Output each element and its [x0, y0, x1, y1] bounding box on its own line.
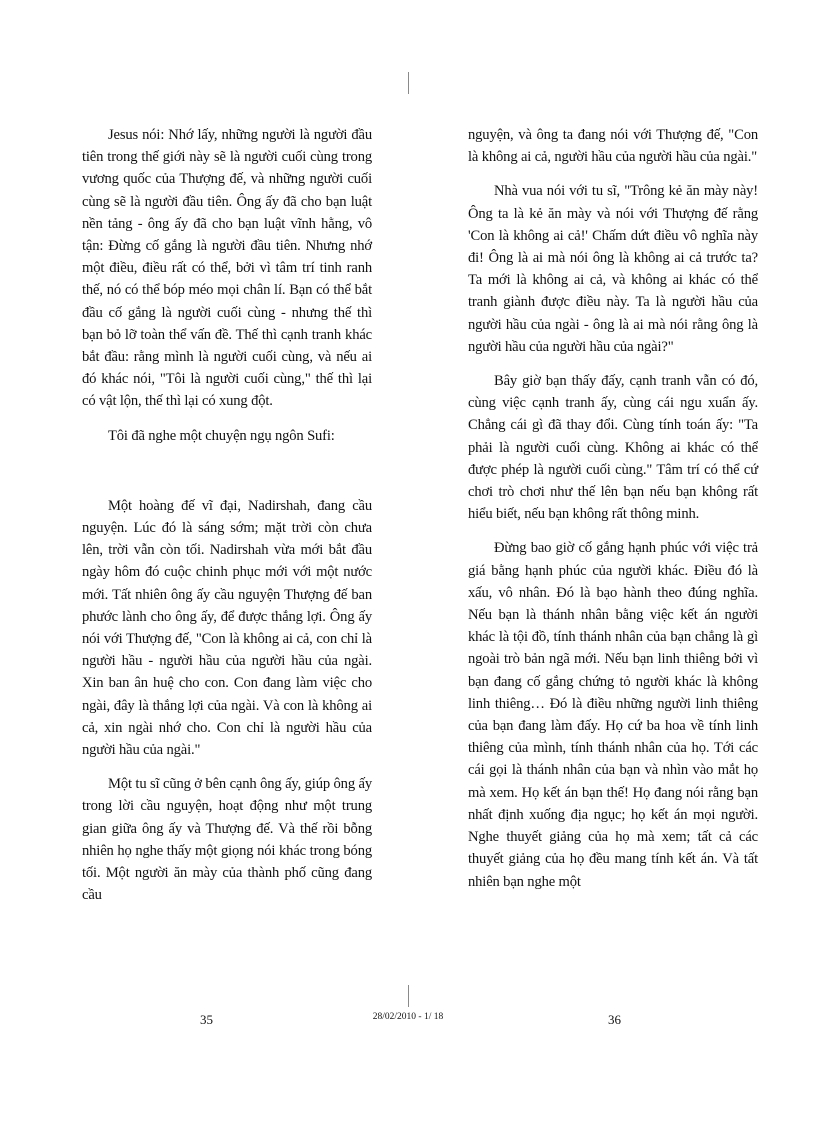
paragraph: nguyện, và ông ta đang nói với Thượng đế, "Con là không ai cả, người hầu của người hầu của ngài." [468, 127, 758, 166]
paragraph: Nhà vua nói với tu sĩ, "Trông kẻ ăn mày này! Ông ta là kẻ ăn mày và nói với Thượng đế rằng 'Con là không ai cả!' Chấm dứt điều vô nghĩa này đi! Ông là ai mà nói ông là không ai cả trước ta? Ta mới là không ai cả, và không ai khác có thể tranh giành được điều này. Ta là người hầu của người hầu của ngài - ông là ai mà nói rằng ông là người hầu của người hầu của ngài?" [468, 183, 758, 355]
paragraph: Một tu sĩ cũng ở bên cạnh ông ấy, giúp ông ấy trong lời cầu nguyện, hoạt động như một trung gian giữa ông ấy và Thượng đế. Và thế rồi bỗng nhiên họ nghe thấy một giọng nói khác trong bóng tối. Một người ăn mày của thành phố cũng đang cầu [82, 776, 372, 904]
paragraph: Tôi đã nghe một chuyện ngụ ngôn Sufi: [108, 427, 335, 444]
paragraph: Một hoàng đế vĩ đại, Nadirshah, đang cầu nguyện. Lúc đó là sáng sớm; mặt trời còn chưa lên, trời vẫn còn tối. Nadirshah vừa mới bắt đầu ngày hôm đó cuộc chinh phục mới với một nước mới. Tất nhiên ông ấy cầu nguyện Thượng đế ban phước lành cho ông ấy, để được thắng lợi. Ông ấy nói với Thượng đế, "Con là không ai cả, con chỉ là người hầu - người hầu của người hầu của ngài. Xin ban ân huệ cho con. Con đang làm việc cho ngài, đây là thắng lợi của ngài. Và con là không ai cả, xin ngài nhớ cho. Con chỉ là người hầu của người hầu của ngài." [82, 497, 372, 759]
left-page-number: 35 [200, 1012, 213, 1027]
bottom-divider [408, 985, 409, 1007]
paragraph: Jesus nói: Nhớ lấy, những người là người đầu tiên trong thế giới này sẽ là người cuối cùng trong vương quốc của Thượng đế, và những người cuối cùng sẽ là người đầu tiên. Ông ấy đã cho bạn luật nền tảng - ông ấy đã cho bạn luật vĩnh hằng, vô tận: Đừng cố gắng là người đầu tiên. Nhưng nhớ một điều, điều rất có thể, bởi vì tâm trí tinh ranh thế, nó có thể bóp méo mọi chân lí. Bạn có thể bắt đầu cố gắng là người cuối cùng - nhưng thế thì bạn bỏ lỡ toàn thể vấn đề. Thế thì cạnh tranh khác bắt đầu: rằng mình là người cuối cùng, và nếu ai đó khác nói, "Tôi là người cuối cùng," thế thì lại có vật lộn, thế thì lại có xung đột. [82, 127, 372, 410]
right-page-column [468, 124, 758, 905]
paragraph: Đừng bao giờ cố gắng hạnh phúc với việc trả giá bằng hạnh phúc của người khác. Điều đó là xấu, vô nhân. Đó là bạo hành theo đúng nghĩa. Nếu bạn là thánh nhân bằng việc kết án người khác là tội đồ, tính thánh nhân của bạn chẳng là gì ngoài trò bản ngã mới. Nếu bạn linh thiêng bởi vì bạn đang cố gắng chứng tỏ người khác là không linh thiêng… Đó là điều những người linh thiêng của bạn đang làm đấy. Họ cứ ba hoa về tính linh thiêng của mình, tính thánh nhân của họ. Tới các cái gọi là thánh nhân của bạn và nhìn vào mắt họ mà xem. Họ kết án bạn thế! Họ đang nói rằng bạn nhất định xuống địa ngục; họ kết án mọi người. Nghe thuyết giảng của họ mà xem; tất cả các thuyết giảng của họ đều mang tính kết án. Và tất nhiên bạn nghe một [468, 540, 758, 890]
right-page-number: 36 [608, 1012, 621, 1027]
paragraph: Bây giờ bạn thấy đấy, cạnh tranh vẫn có đó, cùng việc cạnh tranh ấy, cùng cái ngu xuẩn ấy. Chẳng cái gì đã thay đổi. Cùng tính toán ấy: "Ta phải là người cuối cùng. Không ai khác có thể được phép là người cuối cùng." Tâm trí có thể cứ chơi trò chơi như thế lên bạn nếu bạn không rất hiểu biết, nếu bạn không rất thông minh. [468, 373, 758, 523]
date-stamp: 28/02/2010 - 1/ 18 [372, 1012, 444, 1022]
blank-space [82, 459, 372, 495]
top-divider [408, 72, 409, 94]
left-page-column [82, 124, 372, 919]
